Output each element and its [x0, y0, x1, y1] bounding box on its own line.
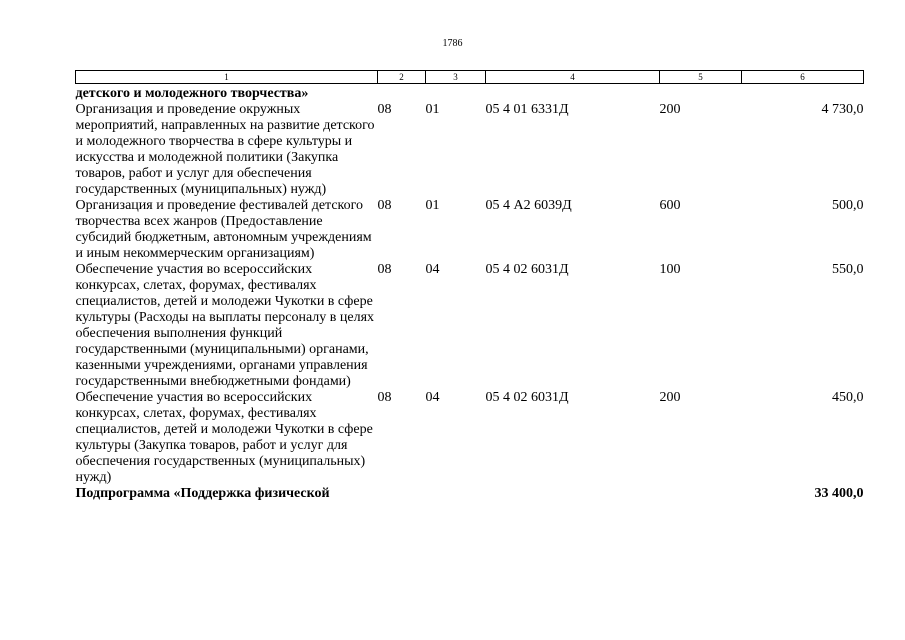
row-target-code: 05 4 02 6031Д	[485, 262, 569, 277]
row-name: Обеспечение участия во всероссийских конкурсах, слетах, форумах, фестивалях специалистов, детей и молодежи Чукотки в сфере культуры (Закупка товаров, работ и услуг для обеспечения государственных (муниципальных) нужд)	[75, 390, 373, 485]
table-row	[76, 262, 864, 390]
row-section	[378, 84, 426, 103]
row-target-code	[486, 486, 660, 502]
row-name: Организация и проведение фестивалей детского творчества всех жанров (Предоставление субсидий бюджетным, автономным учреждениям и иным некоммерческим организациям)	[75, 198, 372, 261]
row-target-code	[486, 84, 660, 103]
row-expense-type: 600	[659, 198, 681, 213]
row-target-code: 05 4 А2 6039Д	[485, 198, 572, 213]
column-header-section: 2	[378, 71, 426, 84]
row-amount: 500,0	[832, 198, 864, 213]
column-header-amount: 6	[742, 71, 864, 84]
row-section: 08	[377, 198, 392, 213]
row-subsection: 01	[425, 102, 440, 117]
row-expense-type: 200	[659, 102, 681, 117]
row-subsection: 01	[425, 198, 440, 213]
row-amount: 550,0	[832, 262, 864, 277]
row-subsection	[426, 486, 486, 502]
column-header-name: 1	[76, 71, 378, 84]
row-name: Обеспечение участия во всероссийских конкурсах, слетах, форумах, фестивалях специалистов, детей и молодежи Чукотки в сфере культуры (Расходы на выплаты персоналу в целях обеспечения выполнения функций государственными (муниципальными) органами, казенными учреждениями, органами управления государственными внебюджетными фондами)	[75, 262, 375, 389]
row-subsection	[426, 84, 486, 103]
table-header-row	[76, 71, 864, 84]
row-section: 08	[377, 102, 392, 117]
row-amount	[742, 84, 864, 103]
column-header-target-code: 4	[486, 71, 660, 84]
table-row	[76, 84, 864, 103]
row-subsection: 04	[425, 262, 440, 277]
row-section: 08	[377, 390, 392, 405]
row-expense-type	[660, 486, 742, 502]
row-subsection: 04	[425, 390, 440, 405]
row-section	[378, 486, 426, 502]
budget-table	[75, 70, 864, 502]
column-header-subsection: 3	[426, 71, 486, 84]
row-target-code: 05 4 02 6031Д	[485, 390, 569, 405]
page-number: 1786	[442, 38, 463, 49]
table-row	[76, 390, 864, 486]
row-section: 08	[377, 262, 392, 277]
row-amount: 450,0	[832, 390, 864, 405]
table-row	[76, 198, 864, 262]
row-expense-type: 200	[659, 390, 681, 405]
row-name: Организация и проведение окружных мероприятий, направленных на развитие детского и молодежного творчества в сфере культуры и искусства и молодежной политики (Закупка товаров, работ и услуг для обеспечения государственных (муниципальных) нужд)	[75, 102, 375, 197]
row-name: Подпрограмма «Поддержка физической	[75, 486, 330, 501]
row-amount: 4 730,0	[821, 102, 864, 117]
row-expense-type: 100	[659, 262, 681, 277]
table-row	[76, 486, 864, 502]
table-row	[76, 102, 864, 198]
row-expense-type	[660, 84, 742, 103]
row-amount: 33 400,0	[814, 486, 864, 501]
row-name: детского и молодежного творчества»	[75, 86, 309, 101]
column-header-expense-type: 5	[660, 71, 742, 84]
row-target-code: 05 4 01 6331Д	[485, 102, 569, 117]
